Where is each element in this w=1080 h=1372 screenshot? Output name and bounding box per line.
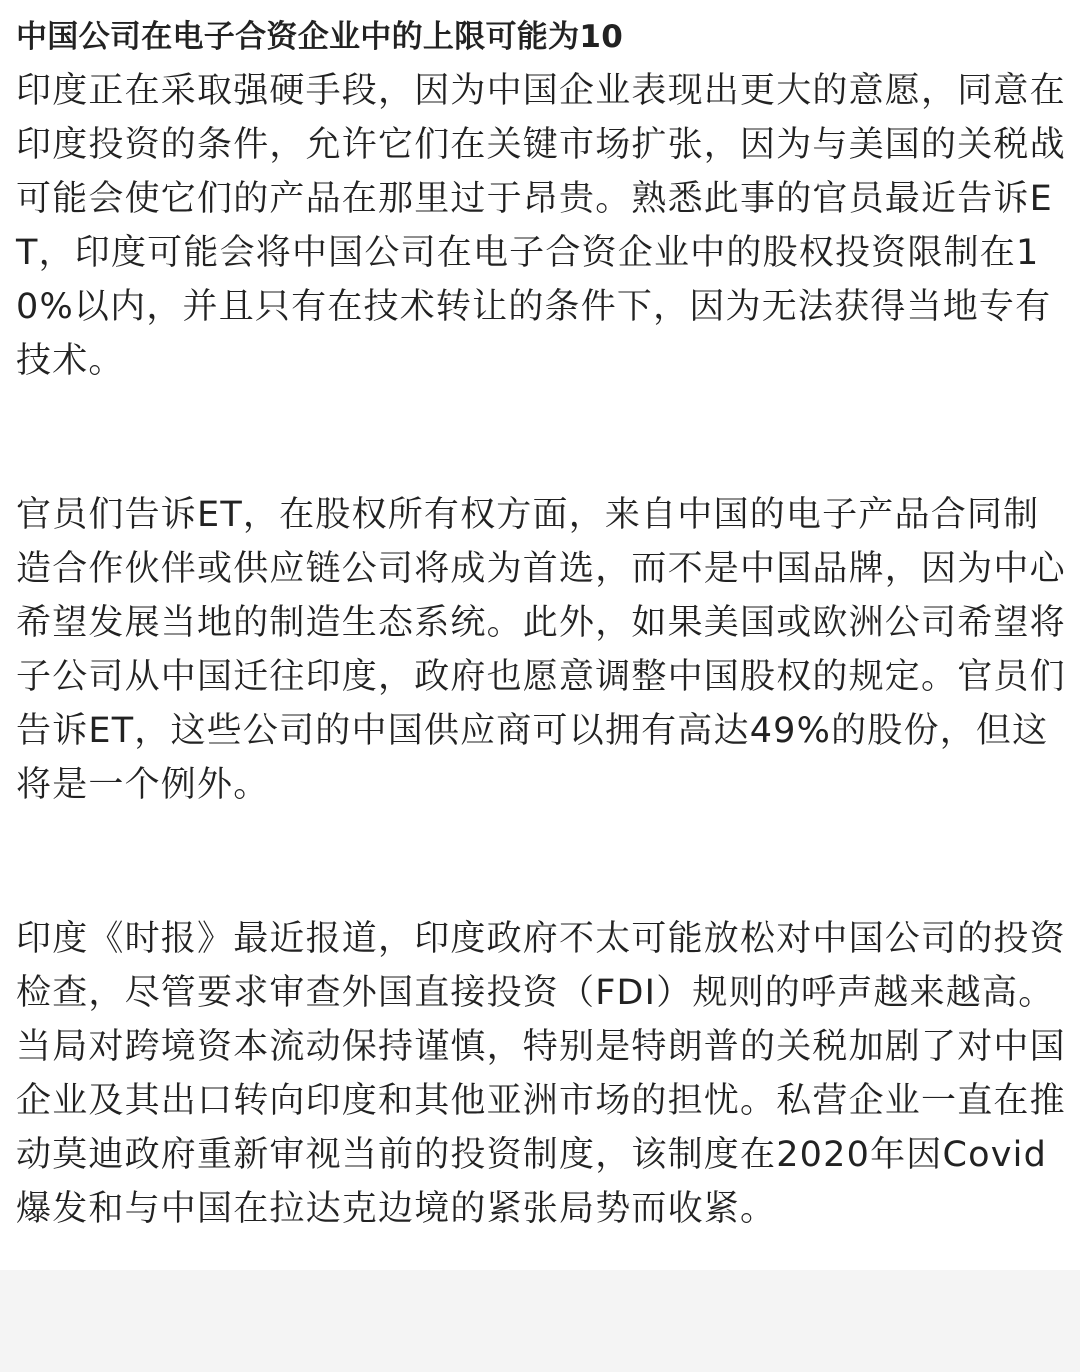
paragraph-spacer bbox=[16, 388, 1068, 488]
article-paragraph-2: 官员们告诉ET，在股权所有权方面，来自中国的电子产品合同制造合作伙伴或供应链公司将成为首选，而不是中国品牌，因为中心希望发展当地的制造生态系统。此外，如果美国或欧洲公司希望将子公司从中国迁往印度，政府也愿意调整中国股权的规定。官员们告诉ET，这些公司的中国供应商可以拥有高达49%的股份，但这将是一个例外。 bbox=[16, 495, 1066, 805]
paragraph-spacer bbox=[16, 812, 1068, 912]
article-paragraph-3: 印度《时报》最近报道，印度政府不太可能放松对中国公司的投资检查，尽管要求审查外国直接投资（FDI）规则的呼声越来越高。当局对跨境资本流动保持谨慎，特别是特朗普的关税加剧了对中国企业及其出口转向印度和其他亚洲市场的担忧。私营企业一直在推动莫迪政府重新审视当前的投资制度，该制度在2020年因Covid爆发和与中国在拉达克边境的紧张局势而收紧。 bbox=[16, 919, 1066, 1229]
article-headline: 中国公司在电子合资企业中的上限可能为10 bbox=[16, 19, 624, 55]
bottom-blank-area bbox=[0, 1270, 1080, 1372]
article-paragraph-1: 印度正在采取强硬手段，因为中国企业表现出更大的意愿，同意在印度投资的条件，允许它们在关键市场扩张，因为与美国的关税战可能会使它们的产品在那里过于昂贵。熟悉此事的官员最近告诉ET，印度可能会将中国公司在电子合资企业中的股权投资限制在10%以内，并且只有在技术转让的条件下，因为无法获得当地专有技术。 bbox=[16, 71, 1066, 381]
